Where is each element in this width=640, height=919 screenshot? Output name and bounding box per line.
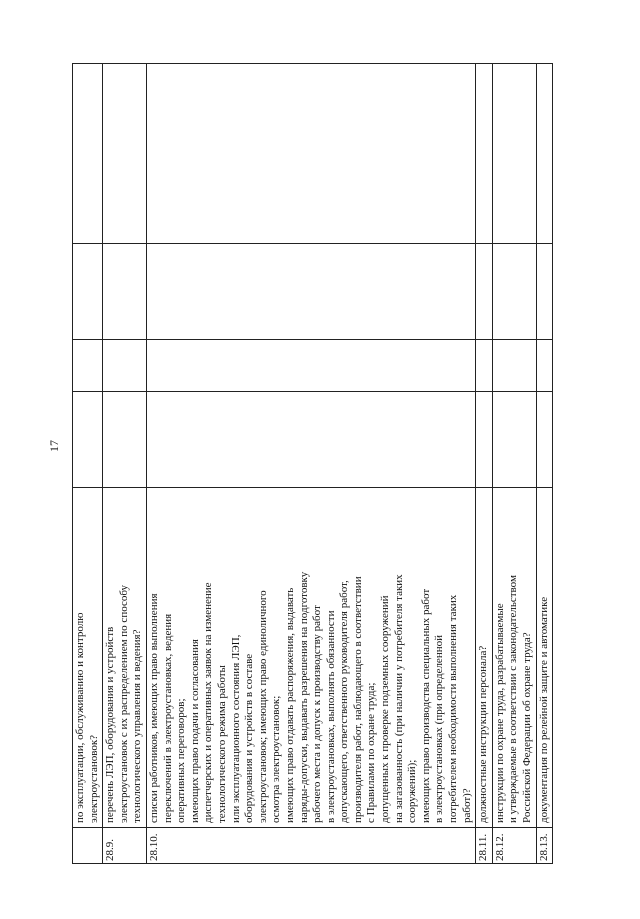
item-number <box>73 828 103 864</box>
description-line: производителя работ, наблюдающего в соответствии <box>351 576 364 823</box>
item-number: 28.13. <box>536 828 553 864</box>
description-line: или эксплуатационного состояния ЛЭП, <box>229 634 242 823</box>
item-description <box>536 488 553 828</box>
description-line: допущенных к проверке подземных сооружений <box>379 595 392 823</box>
description-line: списки работников, имеющих право выполнения <box>147 593 160 823</box>
item-number: 28.12. <box>492 828 536 864</box>
description-line: в электроустановках (при определенной <box>433 635 446 823</box>
description-line: Российской Федерации об охране труда? <box>521 632 533 823</box>
description-line: рабочего места и допуск к производству работ <box>311 605 324 823</box>
table-row <box>476 64 493 864</box>
description-line: электроустановок; имеющих право единоличного <box>256 590 269 823</box>
item-number: 28.11. <box>476 828 493 864</box>
empty-cell <box>146 340 475 392</box>
description-line: технологического режима работы <box>215 665 228 823</box>
item-description <box>476 488 493 828</box>
description-line: имеющих право подачи и согласования <box>188 639 201 823</box>
empty-cell <box>536 340 553 392</box>
description-line: имеющих право отдавать распоряжения, выдавать <box>283 587 296 823</box>
description-line: должностные инструкции персонала? <box>477 645 490 823</box>
description-line: диспетчерских и оперативных заявок на изменение <box>202 582 215 823</box>
checklist-table-rotated <box>72 64 564 864</box>
empty-cell <box>476 64 493 244</box>
description-line: перечень ЛЭП, оборудования и устройств <box>104 626 117 823</box>
description-line: сооружений); <box>406 759 419 823</box>
description-line: инструкции по охране труда, разрабатываемые <box>493 603 506 823</box>
description-line: с Правилами по охране труда; <box>365 682 378 823</box>
empty-cell <box>73 244 103 340</box>
empty-cell <box>103 64 147 244</box>
description-line: оперативных переговоров; <box>175 698 188 823</box>
description-line: наряды-допуски, выдавать разрешения на подготовку <box>297 571 310 823</box>
page-number: 17 <box>47 440 61 452</box>
empty-cell <box>146 392 475 488</box>
description-line: технологического управления и ведения? <box>131 629 144 823</box>
description-line: имеющих право производства специальных работ <box>419 588 432 823</box>
description-line: и утверждаемые в соответствии с законодательством <box>507 575 520 823</box>
empty-cell <box>73 392 103 488</box>
empty-cell <box>146 64 475 244</box>
item-description <box>492 488 536 828</box>
empty-cell <box>146 244 475 340</box>
empty-cell <box>103 340 147 392</box>
description-line: допускающего, ответственного руководителя работ, <box>338 580 351 823</box>
empty-cell <box>476 244 493 340</box>
checklist-table-body <box>73 64 553 864</box>
description-line: электроустановок? <box>87 734 100 823</box>
item-description <box>73 488 103 828</box>
empty-cell <box>73 340 103 392</box>
empty-cell <box>536 392 553 488</box>
empty-cell <box>536 244 553 340</box>
empty-cell <box>103 244 147 340</box>
table-row <box>146 64 475 864</box>
empty-cell <box>73 64 103 244</box>
description-line: электроустановок с их распределением по способу <box>117 584 130 823</box>
empty-cell <box>476 392 493 488</box>
empty-cell <box>492 392 536 488</box>
description-line: оборудования и устройств в составе <box>243 653 256 823</box>
description-line: работ)? <box>460 788 473 823</box>
item-number: 28.10. <box>146 828 475 864</box>
empty-cell <box>492 244 536 340</box>
description-line: на загазованность (при наличии у потребителя таких <box>392 574 405 823</box>
description-line: потребителем необходимости выполнения таких <box>447 594 460 823</box>
empty-cell <box>103 392 147 488</box>
description-line: документация по релейной защите и автоматике <box>537 596 550 823</box>
item-description <box>103 488 147 828</box>
table-row <box>103 64 147 864</box>
description-line: по эксплуатации, обслуживанию и контролю <box>74 612 86 823</box>
table-row <box>536 64 553 864</box>
empty-cell <box>492 340 536 392</box>
description-line: осмотра электроустановок; <box>270 695 283 823</box>
item-number: 28.9. <box>103 828 147 864</box>
empty-cell <box>536 64 553 244</box>
table-row <box>492 64 536 864</box>
empty-cell <box>476 340 493 392</box>
description-line: переключений в электроустановках, ведения <box>161 613 174 823</box>
description-line: в электроустановках, выполнять обязанности <box>324 610 337 823</box>
empty-cell <box>492 64 536 244</box>
checklist-table <box>72 63 553 864</box>
item-description <box>146 488 475 828</box>
table-row <box>73 64 103 864</box>
